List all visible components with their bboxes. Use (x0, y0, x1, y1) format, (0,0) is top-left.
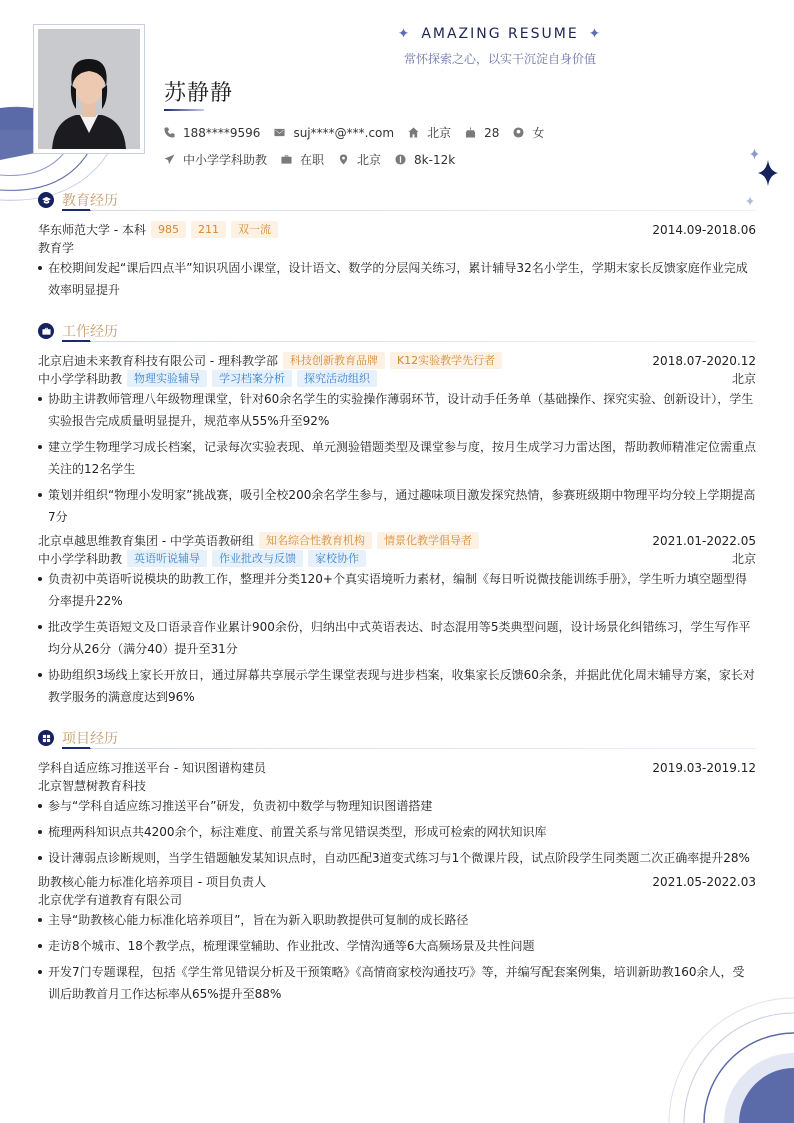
project-org: 北京智慧树教育科技 (38, 779, 147, 793)
profile-photo-frame (33, 24, 145, 154)
project-entry-header (38, 759, 756, 776)
location-icon (338, 154, 349, 165)
sparkle-icon (758, 160, 778, 186)
gender-item: 女 (513, 124, 544, 141)
education-entry-header (38, 221, 756, 238)
grid-icon (42, 734, 51, 743)
school-tag: 985 (151, 221, 186, 238)
section-divider (62, 341, 756, 342)
list-item: 主导“助教核心能力标准化培养项目”，旨在为新入职助教提供可复制的成长路径 (38, 909, 756, 931)
status-item: 在职 (281, 151, 324, 168)
work-role-line (38, 370, 756, 387)
date-range: 2021.05-2022.03 (652, 874, 756, 889)
work-role-line (38, 550, 756, 567)
brand-title: AMAZING RESUME (421, 26, 579, 42)
section-divider (62, 748, 756, 749)
project-entry-header (38, 873, 756, 890)
skill-tag: 家校协作 (308, 550, 366, 567)
skill-tag: 作业批改与反馈 (212, 550, 303, 567)
role-title: 中小学学科助教 (38, 372, 123, 386)
date-range: 2019.03-2019.12 (652, 760, 756, 775)
project-org-line (38, 891, 756, 908)
email-icon (274, 127, 285, 138)
company-tag: 科技创新教育品牌 (283, 352, 385, 369)
job-intent-row (164, 151, 469, 168)
company-name: 北京卓越思维教育集团 - 中学英语教研组 (38, 534, 254, 548)
list-item: 负责初中英语听说模块的助教工作，整理并分类120+个真实语境听力素材，编制《每日听说微技能训练手册》，学生听力填空题型得分率提升22% (38, 568, 756, 612)
school-name: 华东师范大学 - 本科 (38, 223, 146, 237)
contact-row (164, 124, 558, 141)
company-name: 北京启迪未来教育科技有限公司 - 理科教学部 (38, 354, 278, 368)
school-tag: 双一流 (231, 221, 278, 238)
sparkle-small-icon (750, 148, 759, 160)
tagline: 常怀探索之心，以实干沉淀自身价值 (403, 52, 596, 66)
school-tag: 211 (191, 221, 226, 238)
date-range: 2021.01-2022.05 (652, 533, 756, 548)
list-item: 批改学生英语短文及口语录音作业累计900余份，归纳出中式英语表达、时态混用等5类典型问题，设计场景化纠错练习，学生写作平均分从26分（满分40）提升至31分 (38, 616, 756, 660)
sparkle-icon: ✦ (397, 26, 412, 42)
major: 教育学 (38, 241, 75, 255)
date-range: 2018.07-2020.12 (652, 353, 756, 368)
target-city-item: 北京 (338, 151, 381, 168)
list-item: 策划并组织“物理小发明家”挑战赛，吸引全校200余名学生参与，通过趣味项目激发探究热情，参赛班级期中物理平均分较上学期提高7分 (38, 484, 756, 528)
sparkle-icon: ✦ (588, 26, 603, 42)
briefcase-icon (281, 154, 292, 165)
education-section-header (38, 190, 756, 210)
briefcase-icon (42, 327, 51, 336)
education-major-line (38, 239, 756, 256)
list-item: 开发7门专题课程，包括《学生常见错误分析及干预策略》《高情商家校沟通技巧》等，并编写配套案例集，培训新助教160余人，受训后助教首月工作达标率从65%提升至88% (38, 961, 756, 1005)
phone-icon (164, 127, 175, 138)
skill-tag: 学习档案分析 (212, 370, 292, 387)
skill-tag: 探究活动组织 (297, 370, 377, 387)
list-item: 参与“学科自适应练习推送平台”研发，负责初中数学与物理知识图谱搭建 (38, 795, 756, 817)
skill-tag: 英语听说辅导 (127, 550, 207, 567)
role-title: 中小学学科助教 (38, 552, 123, 566)
skill-tag: 物理实验辅导 (127, 370, 207, 387)
money-icon (395, 154, 406, 165)
work-city: 北京 (731, 552, 756, 566)
list-item: 建立学生物理学习成长档案，记录每次实验表现、单元测验错题类型及课堂参与度，按月生成学习力雷达图，帮助教师精准定位需重点关注的12名学生 (38, 436, 756, 480)
company-tag: K12实验教学先行者 (390, 352, 502, 369)
candidate-name: 苏静静 (164, 81, 234, 106)
email-item: suj****@***.com (274, 126, 394, 140)
work-section-header (38, 321, 756, 341)
work-entry-header (38, 352, 756, 369)
profile-photo (38, 29, 140, 149)
target-role-item: 中小学学科助教 (164, 151, 267, 168)
section-title: 项目经历 (62, 731, 118, 747)
company-tag: 情景化教学倡导者 (377, 532, 479, 549)
hometown-item: 北京 (408, 124, 451, 141)
brand-header (160, 26, 794, 67)
company-tag: 知名综合性教育机构 (259, 532, 372, 549)
list-item: 协助主讲教师管理八年级物理课堂，针对60余名学生的实验操作薄弱环节，设计动手任务单（基础操作、探究实验、创新设计），学生实验报告完成质量明显提升，规范率从55%升至92% (38, 388, 756, 432)
date-range: 2014.09-2018.06 (652, 222, 756, 237)
list-item: 设计薄弱点诊断规则，当学生错题触发某知识点时，自动匹配3道变式练习与1个微课片段，试点阶段学生同类题二次正确率提升28% (38, 847, 756, 869)
list-item: 梳理两科知识点共4200余个，标注难度、前置关系与常见错误类型，形成可检索的网状知识库 (38, 821, 756, 843)
list-item: 协助组织3场线上家长开放日，通过屏幕共享展示学生课堂表现与进步档案，收集家长反馈60余条，并据此优化周末辅导方案，家长对教学服务的满意度达到96% (38, 664, 756, 708)
list-item: 在校期间发起“课后四点半”知识巩固小课堂，设计语文、数学的分层闯关练习，累计辅导32名小学生，学期末家长反馈家庭作业完成效率明显提升 (38, 257, 756, 301)
phone-item: 188****9596 (164, 126, 260, 140)
name-underline (164, 109, 204, 111)
send-icon (164, 154, 175, 165)
project-section-header (38, 728, 756, 748)
project-title: 学科自适应练习推送平台 - 知识图谱构建员 (38, 761, 266, 775)
section-title: 教育经历 (62, 193, 118, 209)
work-city: 北京 (731, 372, 756, 386)
cake-icon (465, 127, 476, 138)
home-icon (408, 127, 419, 138)
age-item: 28 (465, 126, 499, 140)
graduation-cap-icon (42, 196, 51, 205)
project-title: 助教核心能力标准化培养项目 - 项目负责人 (38, 875, 266, 889)
section-divider (62, 210, 756, 211)
project-org-line (38, 777, 756, 794)
work-entry-header (38, 532, 756, 549)
section-title: 工作经历 (62, 324, 118, 340)
gender-icon (513, 127, 524, 138)
salary-item: 8k-12k (395, 153, 455, 167)
list-item: 走访8个城市、18个教学点，梳理课堂辅助、作业批改、学情沟通等6大高频场景及共性问题 (38, 935, 756, 957)
project-org: 北京优学有道教育有限公司 (38, 893, 183, 907)
